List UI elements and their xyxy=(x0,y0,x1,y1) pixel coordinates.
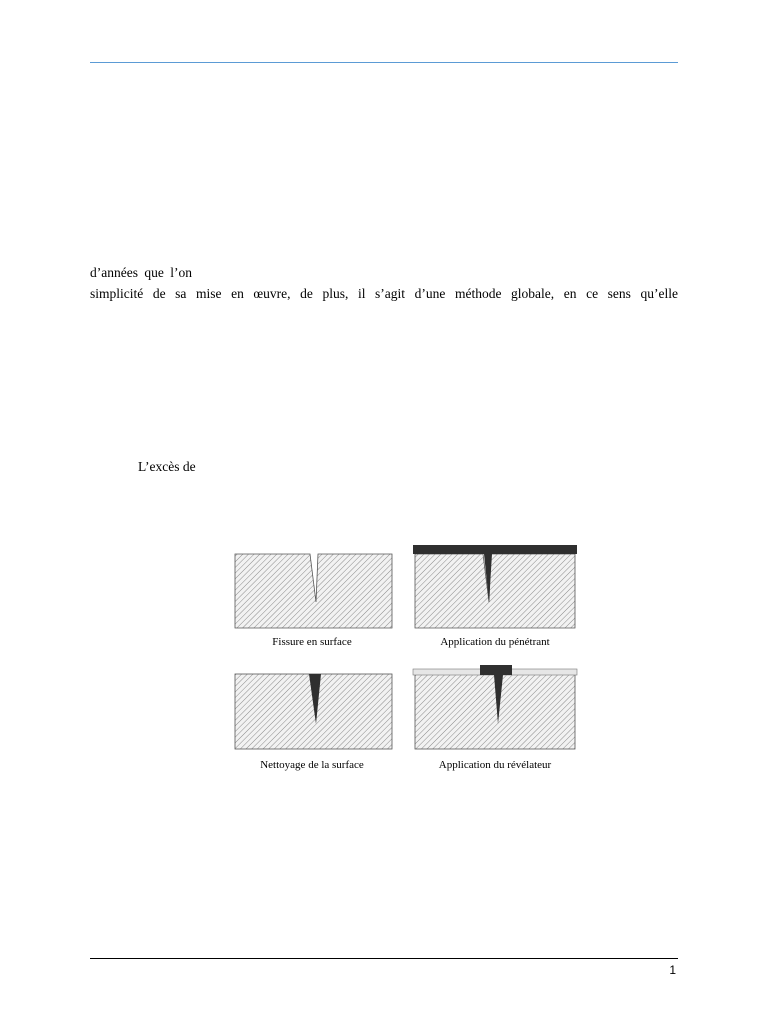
panel-developer xyxy=(413,665,577,771)
page-number: 1 xyxy=(669,963,676,977)
panel-cleaned xyxy=(235,674,392,771)
panel-crack xyxy=(235,554,392,648)
footer-rule xyxy=(90,958,678,959)
caption-developer: Application du révélateur xyxy=(438,759,552,771)
panel-penetrant xyxy=(413,545,577,648)
text-line-3: L’excès de xyxy=(138,459,196,474)
penetrant-testing-figure xyxy=(232,542,582,780)
caption-cleaned: Nettoyage de la surface xyxy=(260,759,364,771)
header-rule xyxy=(90,62,678,63)
text-line-2: simplicité de sa mise en œuvre, de plus, il s’agit d’une méthode globale, en ce sens qu’elle xyxy=(90,286,678,301)
caption-crack: Fissure en surface xyxy=(272,636,352,648)
text-line-1: d’années que l’on xyxy=(90,265,192,280)
caption-penetrant: Application du pénétrant xyxy=(440,636,550,648)
